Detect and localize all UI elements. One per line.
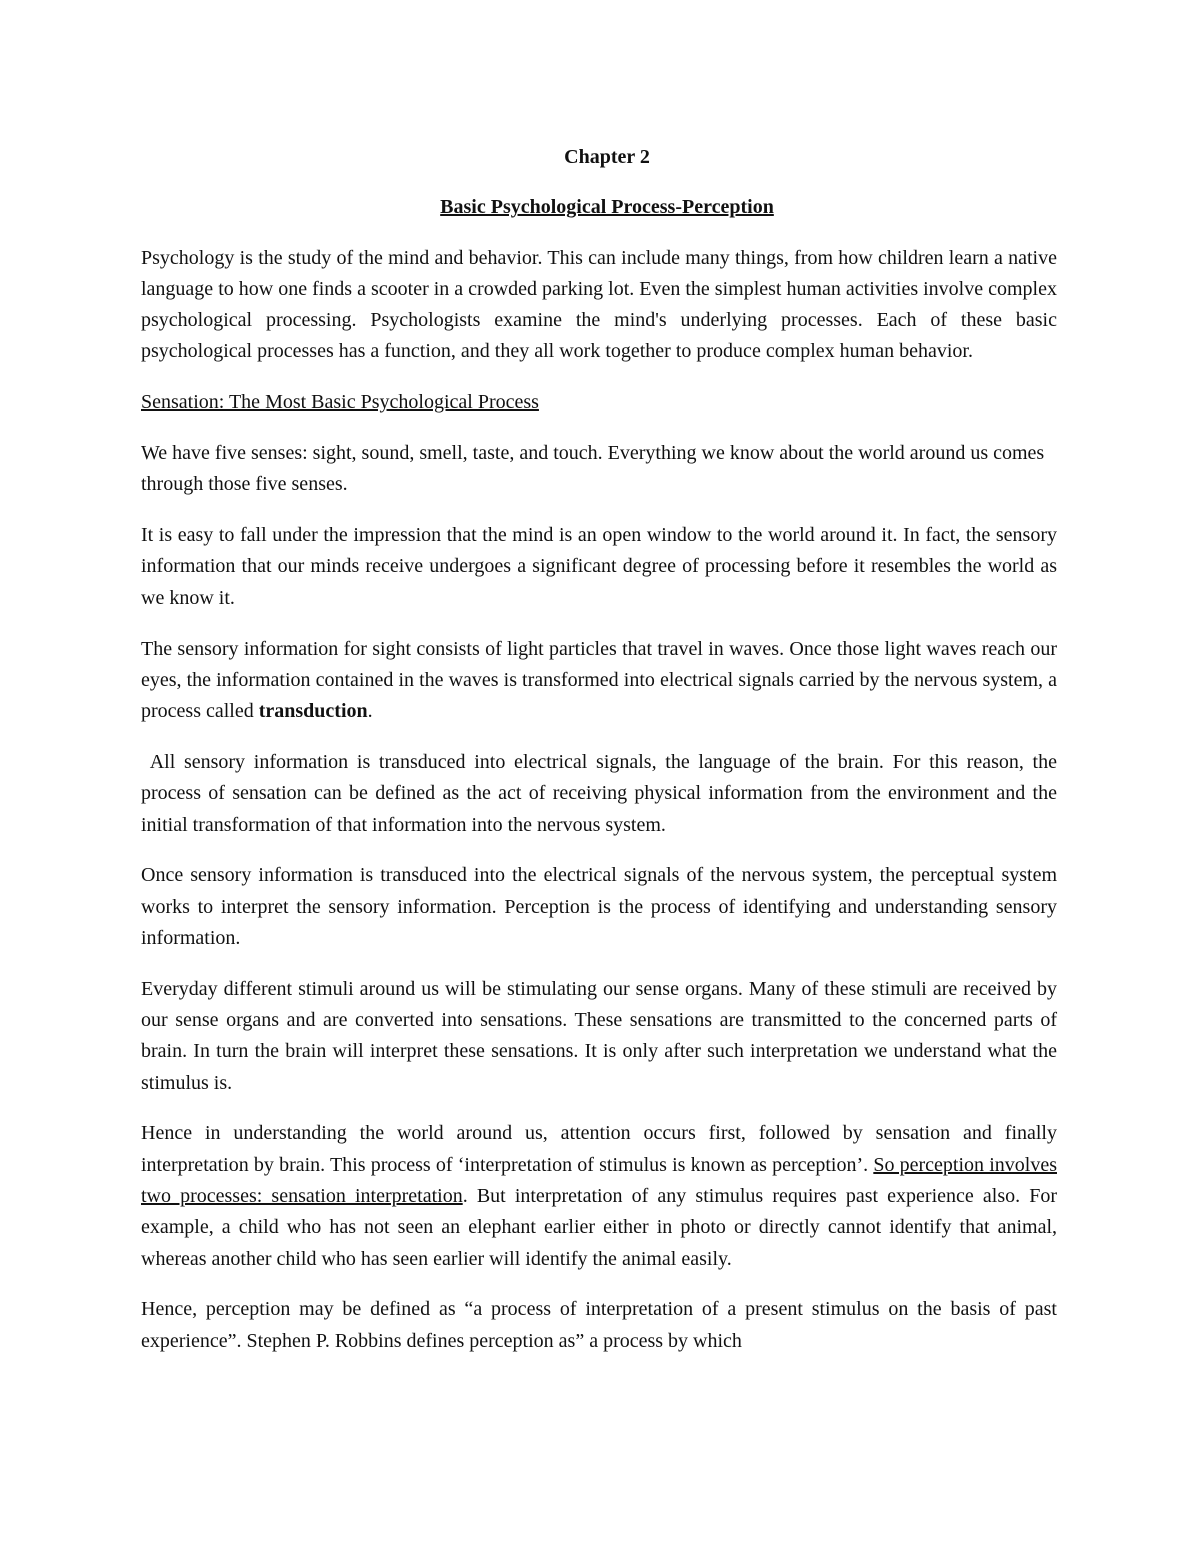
paragraph-attention-rest: . But interpretation of any stimulus requires past experience also. For example, a child who has not seen an elephant earlier either in photo or directly cannot identify that animal, whereas another child who has seen earlier will identify the animal easily. [141, 1185, 1057, 1270]
document-page [141, 142, 1057, 1377]
paragraph-perception-definition: Hence, perception may be defined as “a process of interpretation of a present stimulus on the basis of past experience”. Stephen P. Robbins defines perception as” a process by which [141, 1298, 1057, 1352]
section-heading-text: Sensation: The Most Basic Psychological Process [141, 391, 539, 414]
paragraph-intro: Psychology is the study of the mind and behavior. This can include many things, from how children learn a native language to how one finds a scooter in a crowded parking lot. Even the simplest human activities involve complex psychological processing. Psychologists examine the mind's underlying processes. Each of these basic psychological processes has a function, and they all work together to produce complex human behavior. [141, 246, 1057, 363]
paragraph-perceptual-system: Once sensory information is transduced into the electrical signals of the nervous system, the perceptual system works to interpret the sensory information. Perception is the process of identifying and understanding sensory information. [141, 864, 1057, 949]
paragraph-sensation-definition [141, 747, 1057, 841]
paragraph-open-window: It is easy to fall under the impression that the mind is an open window to the world around it. In fact, the sensory information that our minds receive undergoes a significant degree of processing before it resembles the world as we know it. [141, 524, 1057, 609]
paragraph-transduction-end: . [367, 700, 373, 723]
underlined-statement: So perception involves two processes: sensation interpretation [141, 1153, 1057, 1208]
document-title: Basic Psychological Process-Perception [440, 196, 774, 219]
paragraph-stimuli: Everyday different stimuli around us will be stimulating our sense organs. Many of these stimuli are received by our sense organs and are converted into sensations. These sensations are transmitted to the concerned parts of brain. In turn the brain will interpret these sensations. It is only after such interpretation we understand what the stimulus is. [141, 977, 1057, 1094]
paragraph-five-senses: We have five senses: sight, sound, smell, taste, and touch. Everything we know about the world around us comes through those five senses. [141, 442, 1045, 496]
term-transduction: transduction [258, 700, 368, 723]
paragraph-attention [141, 1118, 1057, 1274]
paragraph-transduction [141, 634, 1057, 728]
paragraph-sensation-definition-text: All sensory information is transduced into electrical signals, the language of the brain. For this reason, the process of sensation can be defined as the act of receiving physical information from the environment and the initial transformation of that information into the nervous system. [141, 750, 1057, 836]
paragraph-transduction-text: The sensory information for sight consists of light particles that travel in waves. Once those light waves reach our eyes, the information contained in the waves is transformed into electrical signals carried by the nervous system, a process called [141, 637, 1057, 723]
paragraph-attention-text: Hence in understanding the world around us, attention occurs first, followed by sensation and finally interpretation by brain. This process of ‘interpretation of stimulus is known as perception’. [141, 1122, 1057, 1176]
section-heading [141, 387, 1057, 418]
chapter-heading: Chapter 2 [564, 146, 650, 168]
